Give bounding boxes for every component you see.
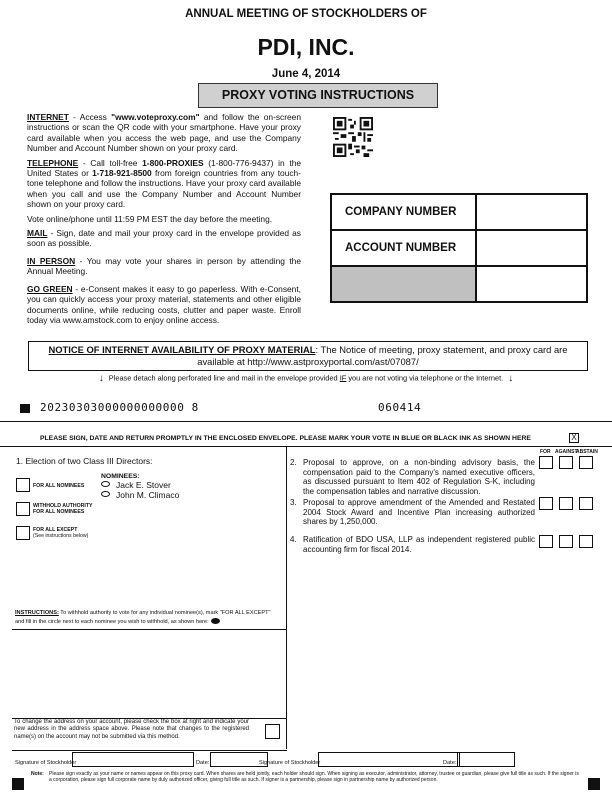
for-column-header: FOR [540,449,551,455]
date-code: 060414 [378,401,422,414]
instructions-divider [12,629,287,630]
proposal-4: 4. Ratification of BDO USA, LLP as independent registered public accounting firm for fiscal 2014. [290,535,535,554]
proposal-2-against-checkbox[interactable] [559,456,573,469]
signature-field-1[interactable] [72,752,194,767]
shaded-cell [332,267,477,301]
filled-circle-icon [211,618,220,624]
voting-instructions [27,112,301,329]
arrow-down-icon: ↓ [98,373,104,384]
proposal-3: 3. Proposal to approve amendment of the Amended and Restated 2004 Stock Award and Incentive Plan increasing authorized shares by 1,250,000. [290,498,535,527]
qr-code-icon[interactable] [333,117,373,157]
perforation-line [0,421,612,422]
company-number-row [332,195,586,231]
address-change-text: To change the address on your account, please check the box at right and indicate your new address in the address space above. Please note that changes to the registered name(s) on the account may not be submitted via this method. [14,719,249,740]
shaded-row [332,267,586,301]
company-number-field[interactable] [479,195,586,229]
registration-mark [588,778,600,790]
proposal-3-against-checkbox[interactable] [559,497,573,510]
section-title: PROXY VOTING INSTRUCTIONS [198,83,438,108]
for-all-nominees-checkbox[interactable] [16,478,30,492]
deadline-note: Vote online/phone until 11:59 PM EST the day before the meeting. [27,213,273,224]
proposal-4-against-checkbox[interactable] [559,535,573,548]
telephone-instruction: TELEPHONE - Call toll-free 1-800-PROXIES (1-800-776-9437) in the United States or 1-718-921-8500 from foreign countries from any touch-tone telephone and follow the instructions. Have your proxy card available when you call and use the Company Number and Account Number shown on your proxy card. [27,157,302,210]
proposal-4-abstain-checkbox[interactable] [579,535,593,548]
detach-instruction: ↓ Please detach along perforated line and mail in the envelope provided IF you are not voting via telephone or the Internet. ↓ [98,373,514,384]
registration-mark [12,778,24,790]
account-number-row [332,231,586,267]
proposal-4-for-checkbox[interactable] [539,535,553,548]
internet-availability-notice: NOTICE OF INTERNET AVAILABILITY OF PROXY MATERIAL: The Notice of meeting, proxy statement, and proxy card are available at http://www.astproxyportal.com/ast/07087/ [28,341,588,371]
nominee-radio[interactable] [101,491,110,497]
signature-field-2[interactable] [318,752,460,767]
account-number-field[interactable] [479,231,586,265]
in-person-instruction: IN PERSON - You may vote your shares in person by attending the Annual Meeting. [27,255,301,277]
address-change-checkbox[interactable] [265,724,280,739]
company-name: PDI, INC. [257,34,355,60]
election-title: 1. Election of two Class III Directors: [16,456,153,466]
for-all-except-label: FOR ALL EXCEPT (See instructions below) [33,527,89,539]
account-number-table [330,193,588,303]
meeting-title: ANNUAL MEETING OF STOCKHOLDERS OF [185,8,427,20]
against-column-header: AGAINST [555,449,578,455]
proposal-3-for-checkbox[interactable] [539,497,553,510]
signing-note: Note: Please sign exactly as your name or names appear on this proxy card. When shares are held jointly, each holder should sign. When signing as executor, administrator, attorney, trustee or guardian, please give full title as such. If the signer is a corporation, please sign full corporate name by duly authorized officer, giving full title as such. If signer is a partnership, please sign in partnership name by authorized person. [31,771,579,784]
barcode-number: 20230303000000000000 8 [40,401,199,414]
withhold-authority-label: WITHHOLD AUTHORITY FOR ALL NOMINEES [33,503,93,515]
column-divider [286,447,287,749]
signature-label: Signature of Stockholder [259,760,321,766]
nominee-item[interactable]: Jack E. Stover [101,480,171,490]
nominee-radio[interactable] [101,481,110,487]
meeting-date: June 4, 2014 [271,68,341,80]
mail-instruction: MAIL - Sign, date and mail your proxy card in the envelope provided as soon as possible. [27,228,301,249]
registration-mark [20,404,30,413]
ballot-top-divider [0,446,612,447]
internet-instruction: INTERNET - Access "www.voteproxy.com" and follow the on-screen instructions or scan the QR code with your smartphone. Have your proxy card available when you access the web page, and use the Company Number and Account Number shown on your proxy card. [27,112,301,154]
sample-mark-box: X [569,433,579,443]
for-all-except-checkbox[interactable] [16,526,30,540]
nominee-item[interactable]: John M. Climaco [101,490,179,500]
withhold-instructions: INSTRUCTIONS: To withhold authority to vote for any individual nominee(s), mark "FOR ALL EXCEPT" and fill in the circle next to each nominee you wish to withhold, as shown here: [15,610,271,625]
voteproxy-link[interactable]: "www.voteproxy.com" [111,112,200,122]
for-all-nominees-label: FOR ALL NOMINEES [33,483,85,489]
mark-instructions: PLEASE SIGN, DATE AND RETURN PROMPTLY IN THE ENCLOSED ENVELOPE. PLEASE MARK YOUR VOTE IN BLUE OR BLACK INK AS SHOWN HERE [40,435,531,442]
go-green-instruction: GO GREEN - e-Consent makes it easy to go paperless. With e-Consent, you can quickly access your proxy material, statements and other eligible documents online, while reducing costs, clutter and paper waste. Enroll today via www.amstock.com to enjoy online access. [27,283,301,325]
withhold-authority-checkbox[interactable] [16,502,30,516]
nominees-label: NOMINEES: [101,473,140,480]
signature-top-divider [12,750,287,751]
proposal-2: 2. Proposal to approve, on a non-binding advisory basis, the compensation paid to the Company's named executive officers, as discussed pursuant to Item 402 of Regulation S-K, including the compensation tables and narrative discussion. [290,458,535,496]
account-number-label: ACCOUNT NUMBER [332,231,477,265]
proposal-2-for-checkbox[interactable] [539,456,553,469]
date-field-2[interactable] [457,752,515,767]
abstain-column-header: ABSTAIN [576,449,598,455]
arrow-down-icon: ↓ [508,373,514,384]
proposal-2-abstain-checkbox[interactable] [579,456,593,469]
date-label: Date: [443,760,457,766]
signature-label: Signature of Stockholder [15,760,77,766]
company-number-label: COMPANY NUMBER [332,195,477,229]
proposal-3-abstain-checkbox[interactable] [579,497,593,510]
blank-field[interactable] [479,267,586,301]
date-label: Date: [196,760,210,766]
